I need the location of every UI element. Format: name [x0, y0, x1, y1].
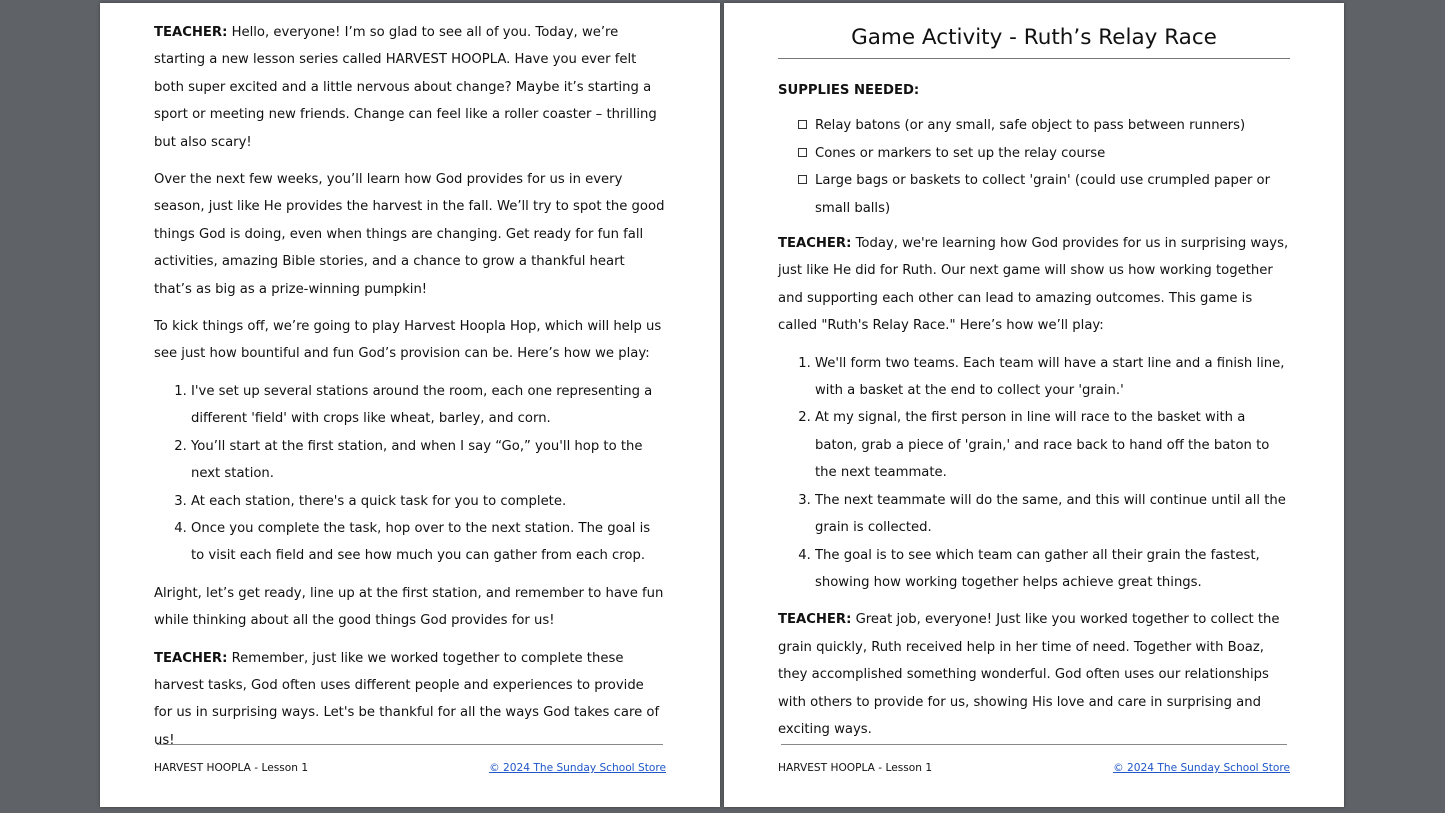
checklist-item-text: Large bags or baskets to collect 'grain' (could use crumpled paper or small balls) [815, 173, 1271, 216]
series-overview-paragraph: Over the next few weeks, you’ll learn how God provides for us in every season, just like He provides the harvest in the fall. We’ll try to spot the good things God is doing, even when things are changing. Get ready for fun fall activities, amazing Bible stories, and a chance to grow a thankful heart that’s as big as a prize-winning pumpkin! [154, 172, 665, 297]
teacher-label: TEACHER: [778, 236, 852, 252]
checklist-item [798, 140, 1290, 167]
checkbox-icon[interactable] [798, 148, 807, 157]
teacher-label: TEACHER: [778, 612, 852, 628]
closing-paragraph: Alright, let’s get ready, line up at the first station, and remember to have fun while thinking about all the good things God provides for us! [154, 585, 664, 629]
teacher-closing-paragraph [154, 645, 666, 755]
teacher-label: TEACHER: [154, 650, 228, 666]
list-item: 3. At each station, there's a quick task for you to complete. [191, 488, 666, 515]
list-item: 4. Once you complete the task, hop over to the next station. The goal is to visit each field and see how much you can gather from each crop. [191, 515, 666, 570]
footer-copyright-link[interactable]: © 2024 The Sunday School Store [489, 762, 666, 774]
paragraph-text: Hello, everyone! I’m so glad to see all of you. Today, we’re starting a new lesson series called HARVEST HOOPLA. Have you ever felt both super excited and a little nervous about change? Maybe it’s starting a sport or meeting new friends. Change can feel like a roller coaster – thrilling but also scary! [154, 25, 657, 150]
checklist-item-text: Relay batons (or any small, safe object to pass between runners) [815, 118, 1246, 134]
document-page-right [724, 3, 1344, 807]
list-item: 1. We'll form two teams. Each team will have a start line and a finish line, with a basket at the end to collect your 'grain.' [815, 350, 1290, 405]
game-intro-paragraph: To kick things off, we’re going to play Harvest Hoopla Hop, which will help us see just how bountiful and fun God’s provision can be. Here’s how we play: [154, 319, 662, 362]
checkbox-icon[interactable] [798, 175, 807, 184]
supplies-heading: SUPPLIES NEEDED: [778, 83, 920, 98]
supplies-checklist [778, 112, 1290, 222]
footer-lesson-label: HARVEST HOOPLA - Lesson 1 [778, 762, 933, 774]
checklist-item-text: Cones or markers to set up the relay course [815, 145, 1106, 161]
checklist-item [798, 167, 1290, 222]
paragraph-text: Great job, everyone! Just like you worked together to collect the grain quickly, Ruth received help in her time of need. Together with Boaz, they accomplished something wonderful. God often uses our relationships with others to provide for us, showing His love and care in surprising and exciting ways. [778, 612, 1280, 737]
footer-lesson-label: HARVEST HOOPLA - Lesson 1 [154, 762, 309, 774]
paragraph-text: Remember, just like we worked together to complete these harvest tasks, God often uses different people and experiences to provide for us in surprising ways. Let's be thankful for all the ways God takes care of us! [154, 650, 660, 748]
page-body [778, 77, 1290, 753]
list-item: 2. You’ll start at the first station, and when I say “Go,” you'll hop to the next station. [191, 433, 666, 488]
teacher-intro-paragraph [778, 230, 1290, 340]
teacher-label: TEACHER: [154, 25, 228, 40]
page-title: Game Activity - Ruth’s Relay Race [778, 20, 1290, 59]
page-body [154, 19, 666, 764]
game-steps-list [154, 378, 666, 570]
list-item: 2. At my signal, the first person in line will race to the basket with a baton, grab a piece of 'grain,' and race back to hand off the baton to the next teammate. [815, 404, 1290, 486]
list-item: 1. I've set up several stations around the room, each one representing a different 'field' with crops like wheat, barley, and corn. [191, 378, 666, 433]
checklist-item [798, 112, 1290, 139]
teacher-intro-paragraph [154, 19, 666, 156]
paragraph-text: Today, we're learning how God provides for us in surprising ways, just like He did for Ruth. Our next game will show us how working together and supporting each other can lead to amazing outcomes. This game is called "Ruth's Relay Race." Here’s how we’ll play: [778, 236, 1289, 334]
checkbox-icon[interactable] [798, 120, 807, 129]
footer-divider [157, 744, 663, 745]
teacher-closing-paragraph [778, 606, 1290, 743]
list-item: 4. The goal is to see which team can gather all their grain the fastest, showing how working together helps achieve great things. [815, 542, 1290, 597]
list-item: 3. The next teammate will do the same, and this will continue until all the grain is collected. [815, 487, 1290, 542]
game-steps-list [778, 350, 1290, 597]
document-page-left [100, 3, 720, 807]
footer-divider [781, 744, 1287, 745]
footer-copyright-link[interactable]: © 2024 The Sunday School Store [1113, 762, 1290, 774]
